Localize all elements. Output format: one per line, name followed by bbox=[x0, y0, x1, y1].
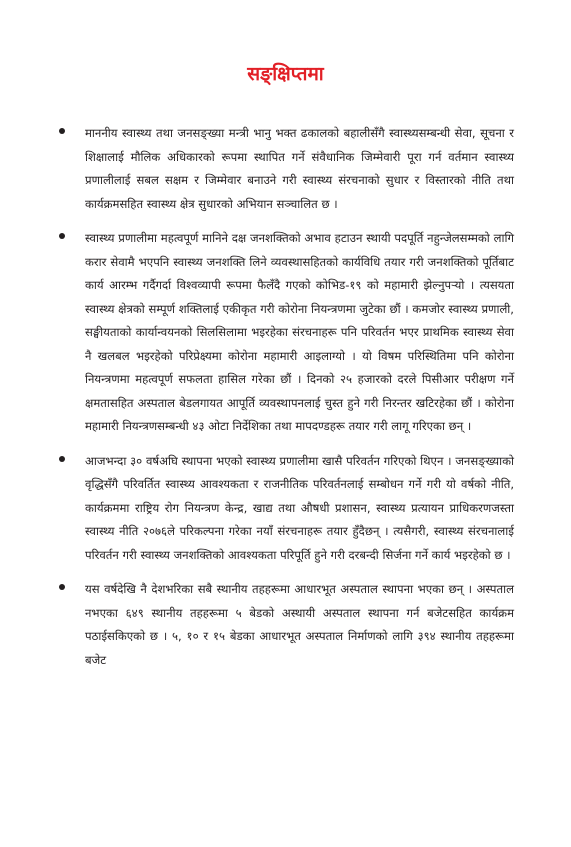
bullet-paragraph: स्वास्थ्य प्रणालीमा महत्वपूर्ण मानिने दक्ष जनशक्तिको अभाव हटाउन स्थायी पदपूर्ति नहुन्जेलसम्मको लागि करार सेवामै भएपनि स्वास्थ्य जनशक्ति लिने व्यवस्थासहितको कार्यविधि तयार गरी जनशक्तिको पूर्तिबाट कार्य आरम्भ गर्दैगर्दा विश्वव्यापी रूपमा फैलँदै गएको कोभिड-१९ को महामारी झेल्नुपऱ्यो । त्यसयता स्वास्थ्य क्षेत्रको सम्पूर्ण शक्तिलाई एकीकृत गरी कोरोना नियन्त्रणमा जुटेका छौं । कमजोर स्वास्थ्य प्रणाली, सङ्घीयताको कार्यान्वयनको सिलसिलामा भइरहेका संरचनाहरू पनि परिवर्तन भएर प्राथमिक स्वास्थ्य सेवा नै खलबल भइरहेको परिप्रेक्ष्यमा कोरोना महामारी आइलाग्यो । यो विषम परिस्थितिमा पनि कोरोना नियन्त्रणमा महत्वपूर्ण सफलता हासिल गरेका छौं । दिनको २५ हजारको दरले पिसीआर परीक्षण गर्ने क्षमतासहित अस्पताल बेडलगायत आपूर्ति व्यवस्थापनलाई चुस्त हुने गरी निरन्तर खटिरहेका छौं । कोरोना महामारी नियन्त्रणसम्बन्धी ४३ ओटा निर्देशिका तथा मापदण्डहरू तयार गरी लागू गरिएका छन् । bbox=[85, 231, 514, 433]
bullet-marker bbox=[59, 584, 65, 590]
bullet-list bbox=[59, 122, 514, 683]
bullet-marker bbox=[59, 456, 65, 462]
page-title: सङ्क्षिप्तमा bbox=[247, 63, 324, 85]
bullet-item bbox=[59, 578, 514, 672]
bullet-item bbox=[59, 122, 514, 216]
bullet-paragraph: माननीय स्वास्थ्य तथा जनसङ्ख्या मन्त्री भानु भक्त ढकालको बहालीसँगै स्वास्थ्यसम्बन्धी सेवा, सूचना र शिक्षालाई मौलिक अधिकारको रूपमा स्थापित गर्ने संवैधानिक जिम्मेवारी पूरा गर्न वर्तमान स्वास्थ्य प्रणालीलाई सबल सक्षम र जिम्मेवार बनाउने गरी स्वास्थ्य संरचनाको सुधार र विस्तारको नीति तथा कार्यक्रमसहित स्वास्थ्य क्षेत्र सुधारको अभियान सञ्चालित छ । bbox=[85, 126, 514, 211]
bullet-item bbox=[59, 450, 514, 568]
bullet-marker bbox=[59, 233, 65, 239]
bullet-marker bbox=[59, 128, 65, 134]
bullet-item bbox=[59, 227, 514, 439]
bullet-paragraph: यस वर्षदेखि नै देशभरिका सबै स्थानीय तहहरूमा आधारभूत अस्पताल स्थापना भएका छन् । अस्पताल नभएका ६४९ स्थानीय तहहरूमा ५ बेडको अस्थायी अस्पताल स्थापना गर्न बजेटसहित कार्यक्रम पठाईसकिएको छ । ५, १० र १५ बेडका आधारभूत अस्पताल निर्माणको लागि ३९४ स्थानीय तहहरूमा बजेट bbox=[85, 582, 514, 667]
bullet-paragraph: आजभन्दा ३० वर्षअघि स्थापना भएको स्वास्थ्य प्रणालीमा खासै परिवर्तन गरिएको थिएन । जनसङ्ख्याको वृद्धिसँगै परिवर्तित स्वास्थ्य आवश्यकता र राजनीतिक परिवर्तनलाई सम्बोधन गर्ने गरी यो वर्षको नीति, कार्यक्रममा राष्ट्रिय रोग नियन्त्रण केन्द्र, खाद्य तथा औषधी प्रशासन, स्वास्थ्य प्रत्यायन प्राधिकरणजस्ता स्वास्थ्य नीति २०७६ले परिकल्पना गरेका नयाँ संरचनाहरू तयार हुँदैछन् । त्यसैगरी, स्वास्थ्य संरचनालाई परिवर्तन गरी स्वास्थ्य जनशक्तिको आवश्यकता परिपूर्ति हुने गरी दरबन्दी सिर्जना गर्ने कार्य भइरहेको छ । bbox=[85, 453, 514, 562]
